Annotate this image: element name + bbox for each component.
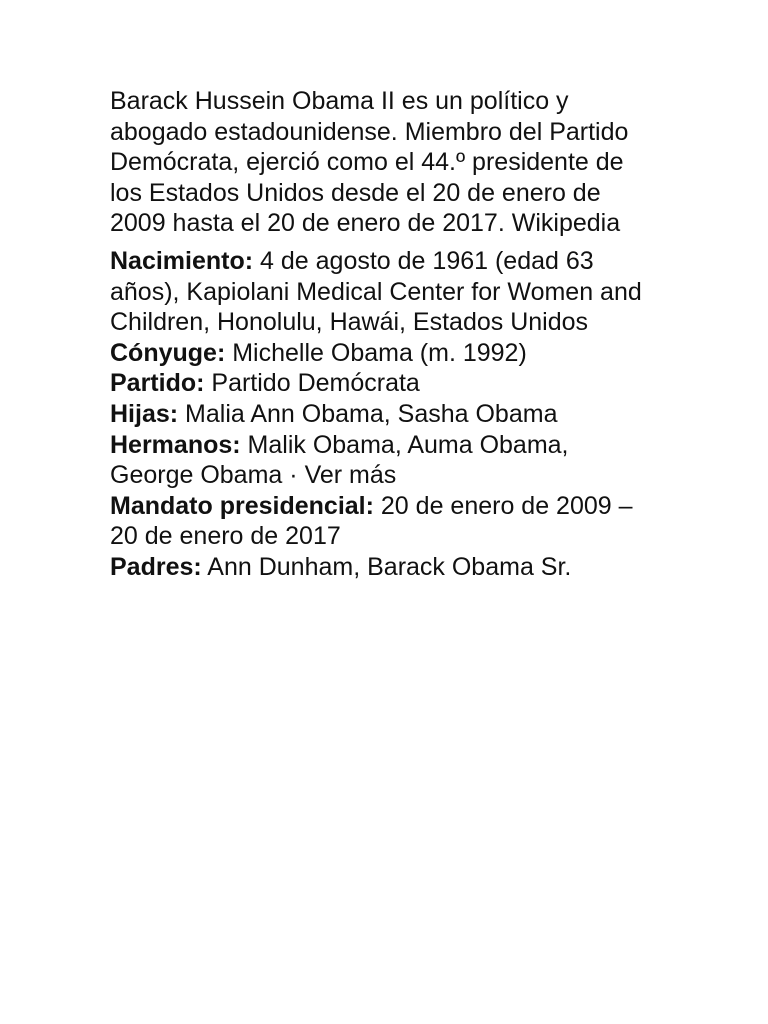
fact-children-value: Malia Ann Obama, Sasha Obama (185, 399, 558, 428)
fact-term-label: Mandato presidencial: (110, 491, 374, 520)
document-page (110, 86, 655, 583)
fact-spouse (110, 338, 655, 369)
fact-term-value: 20 de enero de 2009 – 20 de enero de 2017 (110, 491, 633, 551)
intro-text: Barack Hussein Obama II es un político y abogado estadounidense. Miembro del Partido Demócrata, ejerció como el 44.º presidente de los Estados Unidos desde el 20 de enero de 2009 hasta el 20 de enero de 2017. (110, 87, 629, 238)
intro-paragraph (110, 86, 655, 239)
fact-spouse-value: Michelle Obama (m. 1992) (232, 338, 527, 367)
fact-children-label: Hijas: (110, 399, 179, 428)
fact-children (110, 399, 655, 430)
fact-siblings (110, 430, 655, 491)
fact-birth-value: 4 de agosto de 1961 (edad 63 años), Kapiolani Medical Center for Women and Children, Honolulu, Hawái, Estados Unidos (110, 246, 642, 337)
fact-term (110, 491, 655, 552)
fact-siblings-label: Hermanos: (110, 430, 241, 459)
fact-birth-label: Nacimiento: (110, 246, 254, 275)
fact-parents-label: Padres: (110, 552, 202, 581)
fact-birth (110, 246, 655, 338)
fact-parents-value: Ann Dunham, Barack Obama Sr. (207, 552, 572, 581)
fact-party-label: Partido: (110, 369, 205, 398)
intro-source: Wikipedia (511, 209, 621, 238)
fact-party (110, 368, 655, 399)
fact-party-value: Partido Demócrata (211, 369, 420, 398)
fact-siblings-value: Malik Obama, Auma Obama, George Obama (110, 430, 569, 490)
fact-spouse-label: Cónyuge: (110, 338, 226, 367)
facts-list (110, 246, 655, 583)
see-more-link[interactable]: Ver más (304, 461, 397, 490)
fact-siblings-separator: · (289, 461, 298, 490)
fact-parents (110, 552, 655, 583)
